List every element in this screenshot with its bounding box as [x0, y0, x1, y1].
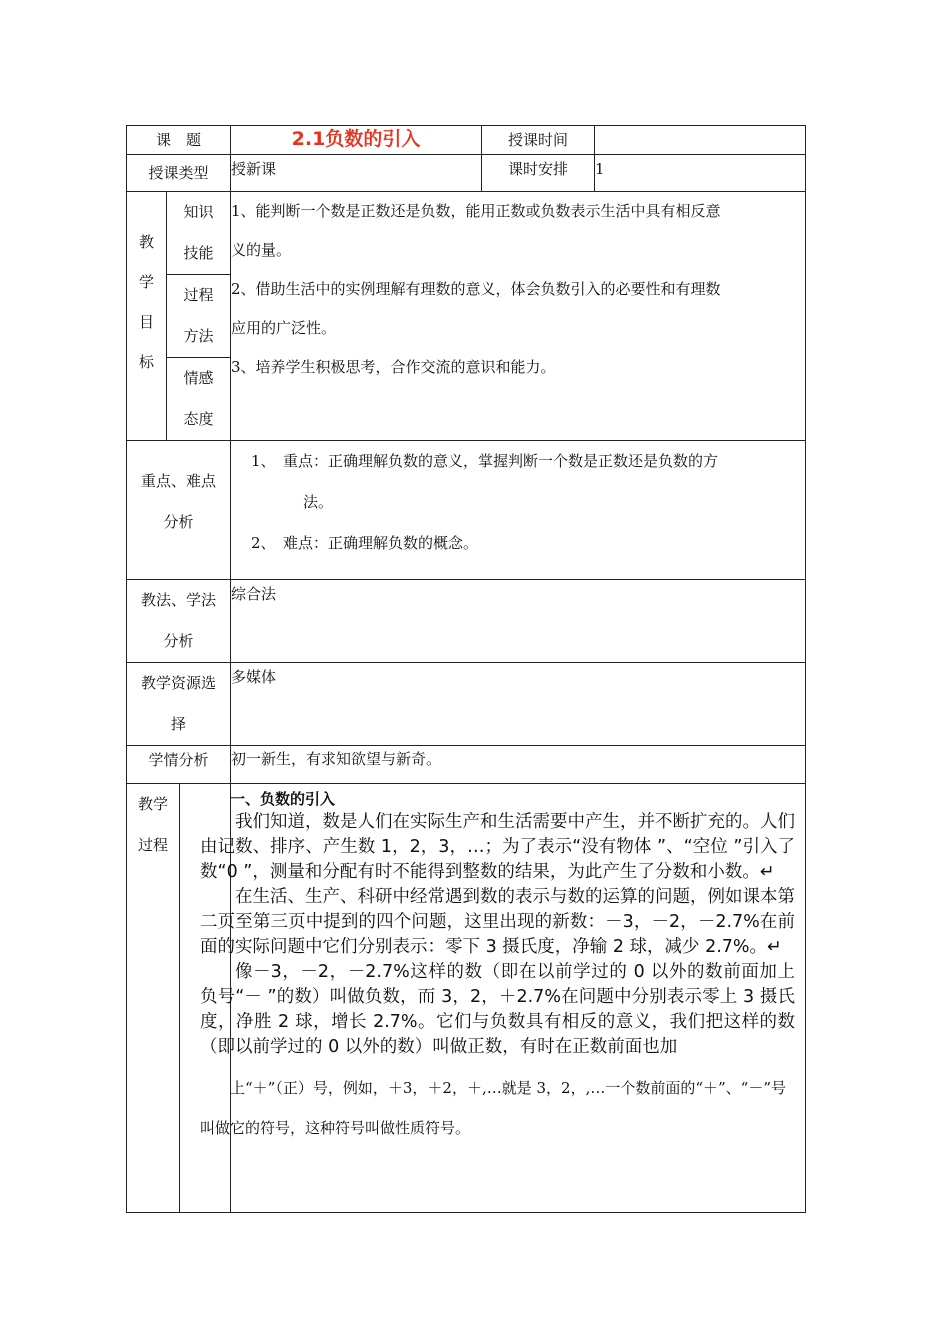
students-value: 初一新生，有求知欲望与新奇。 [231, 746, 806, 784]
students-row [127, 746, 806, 784]
objective-line: 应用的广泛性。 [231, 319, 337, 337]
objectives-label [127, 192, 167, 441]
label-line: 教法、学法 [141, 591, 217, 609]
label-line: 过程 [137, 836, 168, 854]
section-title: 一、负数的引入 [230, 790, 336, 808]
resources-label [127, 663, 231, 746]
lesson-title: 2.1负数的引入 [231, 126, 482, 155]
label-line: 分析 [163, 513, 194, 531]
resources-row [127, 663, 806, 746]
process-paragraph: 我们知道，数是人们在实际生产和生活需要中产生，并不断扩充的。人们由记数、排序、产生数 1，2，3，…；为了表示“没有物体 ”、“空位 ”引入了数“0 ”，测量和分配有时不能得到整数的结果，为此产生了分数和小数。↵ [200, 812, 796, 882]
key-points-row [127, 441, 806, 580]
process-paragraph: 像－3，－2，－2.7%这样的数（即在以前学过的 0 以外的数前面加上负号“－ ”的数）叫做负数，而 3，2，＋2.7%在问题中分别表示零上 3 摄氏度，净胜 2 球，增长 2.7%。它们与负数具有相反的意义，我们把这样的数（即以前学过的 0 以外的数）叫做正数，有时在正数前面也加 [200, 962, 796, 1057]
process-body [180, 784, 805, 1148]
process-row [127, 784, 806, 1213]
label-line: 教学资源选 [141, 674, 217, 692]
objectives-label-char: 学 [138, 273, 154, 291]
sub-label-line: 过程 [183, 286, 214, 304]
methods-value: 综合法 [231, 580, 806, 663]
key-point-number: 2、 [251, 534, 276, 552]
objective-line: 1、能判断一个数是正数还是负数，能用正数或负数表示生活中具有相反意 [231, 202, 721, 220]
process-label [127, 784, 180, 1212]
objectives-text [231, 192, 806, 441]
sub-label-line: 知识 [183, 203, 214, 221]
key-points-list [231, 441, 805, 564]
label-line: 教学 [137, 795, 168, 813]
time-value [595, 126, 806, 155]
objective-line: 义的量。 [231, 241, 292, 259]
students-label: 学情分析 [127, 746, 231, 784]
type-value: 授新课 [231, 155, 482, 192]
methods-row [127, 580, 806, 663]
key-point-text: 难点：正确理解负数的概念。 [283, 534, 479, 552]
key-point-text: 重点：正确理解负数的意义，掌握判断一个数是正数还是负数的方 [283, 452, 719, 470]
topic-label: 课 题 [127, 126, 231, 155]
objectives-label-char: 教 [138, 233, 154, 251]
hours-value: 1 [595, 155, 806, 192]
header-row-type [127, 155, 806, 192]
objectives-label-char: 标 [138, 353, 154, 371]
resources-value: 多媒体 [231, 663, 806, 746]
header-row-topic [127, 126, 806, 155]
objectives-row-1 [127, 192, 806, 275]
key-point-continuation: 法。 [303, 493, 334, 511]
label-line: 重点、难点 [141, 472, 217, 490]
key-point-item [251, 441, 797, 482]
process-content [200, 784, 806, 1213]
sub-label-line: 方法 [183, 327, 214, 345]
sub-label-line: 态度 [183, 410, 214, 428]
objectives-label-char: 目 [138, 313, 154, 331]
label-line: 择 [171, 715, 187, 733]
process-paragraph: 在生活、生产、科研中经常遇到数的表示与数的运算的问题，例如课本第二页至第三页中提到的四个问题，这里出现的新数：－3，－2，－2.7%在前面的实际问题中它们分别表示：零下 3 摄氏度，净输 2 球，减少 2.7%。↵ [200, 887, 796, 957]
objective-attitude-label [167, 358, 231, 441]
lesson-plan-table [126, 125, 806, 1213]
sub-label-line: 技能 [183, 244, 214, 262]
hours-label: 课时安排 [482, 155, 595, 192]
process-closing: 上“＋”（正）号，例如，＋3，＋2，＋,…就是 3，2，,…一个数前面的“＋”、“－”号叫做它的符号，这种符号叫做性质符号。 [200, 1079, 787, 1137]
key-points-content [231, 441, 806, 580]
objective-knowledge-label [167, 192, 231, 275]
objective-process-label [167, 275, 231, 358]
key-point-number: 1、 [251, 452, 276, 470]
objective-line: 2、借助生活中的实例理解有理数的意义，体会负数引入的必要性和有理数 [231, 280, 721, 298]
objective-line: 3、培养学生积极思考，合作交流的意识和能力。 [231, 358, 556, 376]
type-label: 授课类型 [127, 155, 231, 192]
sub-label-line: 情感 [183, 369, 214, 387]
methods-label [127, 580, 231, 663]
key-point-item [251, 523, 797, 564]
label-line: 分析 [163, 632, 194, 650]
time-label: 授课时间 [482, 126, 595, 155]
key-points-label [127, 441, 231, 580]
